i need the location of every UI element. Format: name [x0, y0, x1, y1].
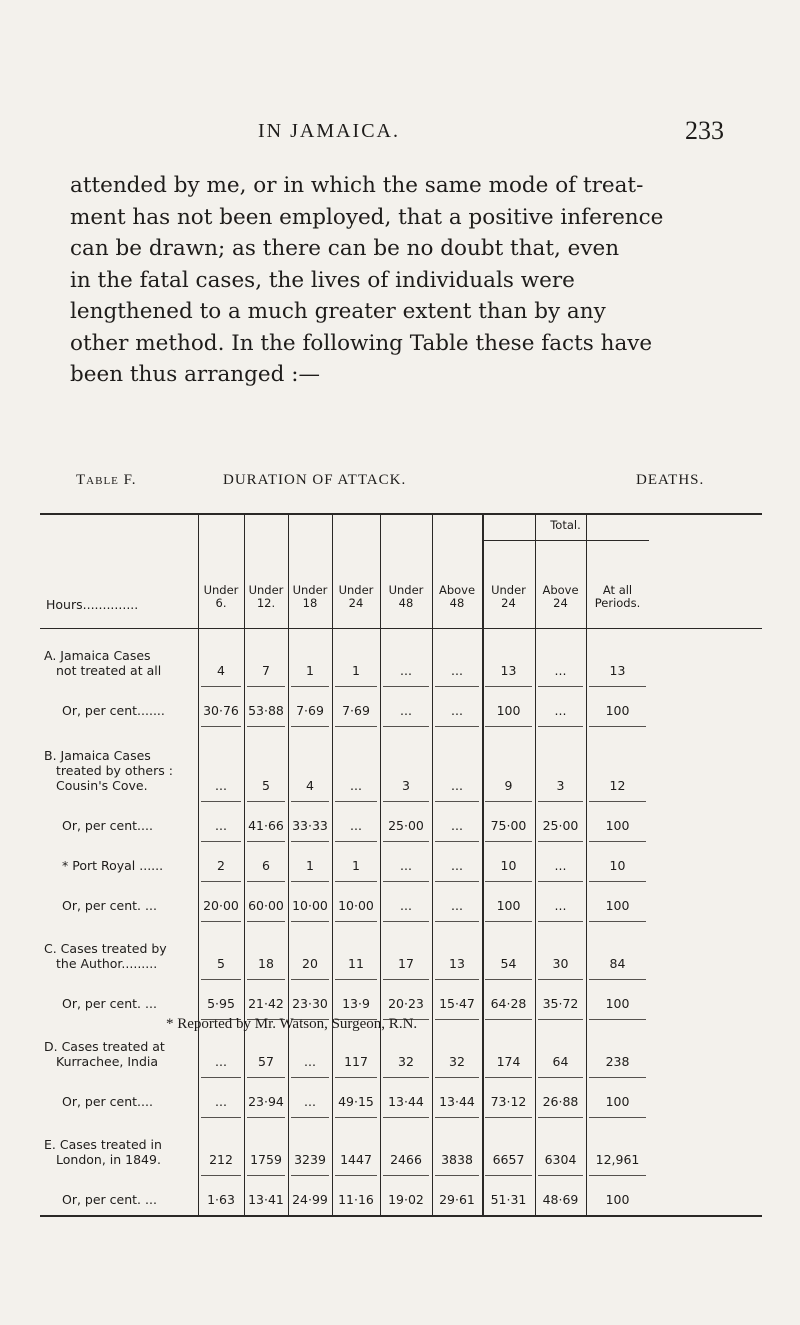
row-separator — [335, 979, 377, 980]
table-cell: ... — [451, 703, 463, 718]
row-label: C. Cases treated by — [44, 941, 167, 956]
table-cell: 84 — [609, 956, 626, 971]
column-header: Above 48 — [438, 583, 476, 610]
table-cell: 1·63 — [207, 1192, 235, 1207]
table-cell: 13·44 — [439, 1094, 475, 1109]
table-cell: 6 — [262, 858, 270, 873]
table-cell: 3239 — [294, 1152, 326, 1167]
row-separator — [435, 881, 479, 882]
row-separator — [589, 686, 646, 687]
table-cell: 20·00 — [203, 898, 239, 913]
table-title: DURATION OF ATTACK. — [223, 472, 407, 488]
table-cell: 18 — [258, 956, 274, 971]
table-cell: 13·44 — [388, 1094, 424, 1109]
table-cell: 1 — [352, 858, 360, 873]
table-cell: 5 — [217, 956, 225, 971]
table-cell: 174 — [496, 1054, 521, 1069]
page-number: 233 — [685, 116, 724, 145]
row-separator — [485, 1077, 532, 1078]
row-separator — [291, 841, 329, 842]
row-separator — [435, 841, 479, 842]
row-separator — [335, 921, 377, 922]
row-separator — [485, 726, 532, 727]
row-separator — [335, 726, 377, 727]
table-cell: 3 — [556, 778, 565, 793]
row-separator — [291, 881, 329, 882]
row-separator — [383, 1117, 429, 1118]
table-cell: ... — [554, 703, 567, 718]
row-separator — [589, 1117, 646, 1118]
row-separator — [247, 841, 285, 842]
table-bottom-rule — [40, 1215, 762, 1217]
row-separator — [335, 841, 377, 842]
table-cell: 2466 — [390, 1152, 422, 1167]
row-label: treated by others : — [56, 763, 173, 778]
table-cell: 10 — [609, 858, 626, 873]
table-cell: ... — [215, 778, 227, 793]
row-separator — [435, 921, 479, 922]
row-separator — [201, 726, 241, 727]
row-separator — [589, 921, 646, 922]
row-separator — [485, 1117, 532, 1118]
table-cell: 1 — [306, 858, 314, 873]
table-cell: 35·72 — [542, 996, 579, 1011]
table-cell: 11·16 — [338, 1192, 374, 1207]
total-header: Total. — [550, 518, 581, 532]
row-separator — [201, 1077, 241, 1078]
table-cell: 75·00 — [490, 818, 527, 833]
table-cell: 17 — [398, 956, 414, 971]
table-cell: ... — [350, 778, 362, 793]
table-cell: ... — [304, 1054, 316, 1069]
table-cell: 10·00 — [338, 898, 374, 913]
row-label: B. Jamaica Cases — [44, 748, 151, 763]
row-separator — [589, 726, 646, 727]
row-separator — [435, 1117, 479, 1118]
row-separator — [538, 801, 583, 802]
column-header: Under 6. — [203, 583, 239, 610]
table-cell: 30 — [552, 956, 569, 971]
row-separator — [589, 1175, 646, 1176]
row-separator — [435, 1019, 479, 1020]
table-cell: 21·42 — [248, 996, 284, 1011]
row-separator — [538, 1117, 583, 1118]
row-label: Or, per cent. ... — [62, 1192, 157, 1207]
table-cell: 1 — [352, 663, 360, 678]
row-separator — [435, 979, 479, 980]
row-separator — [383, 801, 429, 802]
row-separator — [589, 1019, 646, 1020]
table-cell: 32 — [398, 1054, 414, 1069]
row-label: A. Jamaica Cases — [44, 648, 151, 663]
table-cell: 10 — [500, 858, 517, 873]
row-separator — [247, 801, 285, 802]
row-separator — [201, 979, 241, 980]
table-cell: 48·69 — [542, 1192, 579, 1207]
row-separator — [589, 801, 646, 802]
row-separator — [291, 1077, 329, 1078]
row-separator — [538, 881, 583, 882]
table-cell: 13 — [449, 956, 465, 971]
table-cell: ... — [400, 663, 412, 678]
row-separator — [435, 726, 479, 727]
row-separator — [201, 1175, 241, 1176]
paragraph-line: in the fatal cases, the lives of individuals were — [70, 267, 575, 293]
table-cell: 23·30 — [292, 996, 328, 1011]
table-cell: ... — [400, 898, 412, 913]
row-separator — [589, 979, 646, 980]
table-cell: 60·00 — [248, 898, 284, 913]
table-cell: 23·94 — [248, 1094, 284, 1109]
row-label: Cousin's Cove. — [56, 778, 148, 793]
table-cell: 13 — [609, 663, 626, 678]
row-separator — [291, 801, 329, 802]
row-label: Or, per cent. ... — [62, 996, 157, 1011]
row-label: the Author......... — [56, 956, 158, 971]
table-cell: 30·76 — [203, 703, 239, 718]
paragraph-line: lengthened to a much greater extent than by any — [70, 299, 606, 324]
table-cell: ... — [554, 663, 567, 678]
row-label: Kurrachee, India — [56, 1054, 159, 1069]
table-cell: 238 — [605, 1054, 630, 1069]
table-top-rule — [40, 513, 762, 515]
table-cell: 100 — [605, 996, 630, 1011]
table-cell: ... — [554, 898, 567, 913]
table-cell: 19·02 — [388, 1192, 424, 1207]
row-separator — [291, 1175, 329, 1176]
row-label: Or, per cent.... — [62, 1094, 153, 1109]
column-header: Under 18 — [292, 583, 328, 610]
paragraph-line: been thus arranged :— — [70, 362, 320, 387]
table-cell: 5·95 — [207, 996, 235, 1011]
row-separator — [247, 686, 285, 687]
row-separator — [435, 801, 479, 802]
row-label: not treated at all — [56, 663, 162, 678]
table-cell: ... — [350, 818, 362, 833]
row-separator — [485, 686, 532, 687]
row-separator — [435, 686, 479, 687]
row-separator — [291, 1117, 329, 1118]
table-cell: 100 — [496, 703, 521, 718]
table-cell: 64·28 — [490, 996, 527, 1011]
row-label: E. Cases treated in — [44, 1137, 162, 1152]
row-separator — [435, 1175, 479, 1176]
footnote: * Reported by Mr. Watson, Surgeon, R.N. — [166, 1016, 418, 1032]
row-separator — [201, 841, 241, 842]
row-separator — [383, 1077, 429, 1078]
row-separator — [201, 921, 241, 922]
row-separator — [201, 686, 241, 687]
table-cell: 20 — [302, 956, 318, 971]
row-separator — [247, 881, 285, 882]
paragraph-line: can be drawn; as there can be no doubt that, even — [70, 236, 620, 261]
table-cell: 6657 — [492, 1152, 525, 1167]
table-cell: ... — [451, 778, 463, 793]
row-separator — [589, 881, 646, 882]
table-cell: 24·99 — [292, 1192, 328, 1207]
row-separator — [247, 1117, 285, 1118]
table-cell: 1447 — [340, 1152, 372, 1167]
table-label: Table F. — [76, 472, 137, 488]
paragraph-line: ment has not been employed, that a positive inference — [70, 204, 664, 230]
table-cell: 1 — [306, 663, 314, 678]
row-separator — [201, 1117, 241, 1118]
row-separator — [538, 979, 583, 980]
table-cell: 51·31 — [490, 1192, 527, 1207]
row-separator — [247, 979, 285, 980]
row-separator — [485, 801, 532, 802]
table-cell: 11 — [348, 956, 364, 971]
row-separator — [247, 1077, 285, 1078]
column-header: Under 48 — [388, 583, 424, 610]
row-separator — [335, 801, 377, 802]
table-cell: 212 — [209, 1152, 233, 1167]
row-separator — [589, 841, 646, 842]
table-cell: 100 — [605, 898, 630, 913]
row-separator — [201, 801, 241, 802]
total-group-rule — [482, 540, 649, 541]
row-separator — [247, 921, 285, 922]
row-separator — [383, 881, 429, 882]
row-separator — [538, 1175, 583, 1176]
table-cell: ... — [451, 898, 463, 913]
row-separator — [383, 921, 429, 922]
table-cell: 100 — [496, 898, 521, 913]
row-separator — [485, 841, 532, 842]
table-cell: 73·12 — [490, 1094, 527, 1109]
table-cell: ... — [451, 818, 463, 833]
table-cell: 3 — [402, 778, 410, 793]
table-cell: 33·33 — [292, 818, 328, 833]
table-cell: 4 — [306, 778, 314, 793]
row-separator — [383, 686, 429, 687]
table-cell: 13·41 — [248, 1192, 284, 1207]
row-separator — [291, 686, 329, 687]
row-label: Or, per cent....... — [62, 703, 165, 718]
row-separator — [538, 1077, 583, 1078]
table-cell: ... — [215, 1054, 227, 1069]
paragraph-line: attended by me, or in which the same mode of treat- — [70, 173, 644, 198]
row-separator — [538, 1019, 583, 1020]
table-cell: 6304 — [544, 1152, 577, 1167]
table-cell: 100 — [605, 703, 630, 718]
row-label: London, in 1849. — [56, 1152, 161, 1167]
row-separator — [435, 1077, 479, 1078]
row-label: Or, per cent.... — [62, 818, 153, 833]
table-cell: 26·88 — [542, 1094, 579, 1109]
row-separator — [538, 686, 583, 687]
row-separator — [485, 881, 532, 882]
row-separator — [538, 726, 583, 727]
table-cell: ... — [215, 818, 227, 833]
table-caption — [76, 472, 776, 494]
table-cell: ... — [451, 858, 463, 873]
table-cell: 7·69 — [296, 703, 324, 718]
column-header: Under 24 — [338, 583, 374, 610]
table-cell: 117 — [344, 1054, 368, 1069]
row-separator — [383, 979, 429, 980]
row-label: Or, per cent. ... — [62, 898, 157, 913]
table-cell: 3838 — [441, 1152, 473, 1167]
table-cell: 7·69 — [342, 703, 370, 718]
table-cell: 4 — [217, 663, 225, 678]
table-cell: 5 — [262, 778, 270, 793]
table-cell: 7 — [262, 663, 270, 678]
row-separator — [485, 979, 532, 980]
row-separator — [335, 1077, 377, 1078]
table-cell: 53·88 — [248, 703, 284, 718]
row-label: * Port Royal ...... — [62, 858, 164, 873]
table-cell: 13·9 — [342, 996, 370, 1011]
table-cell: ... — [400, 858, 412, 873]
table-cell: 57 — [258, 1054, 274, 1069]
row-separator — [383, 1175, 429, 1176]
table-cell: 12,961 — [595, 1152, 640, 1167]
table-cell: 54 — [500, 956, 517, 971]
table-cell: 64 — [552, 1054, 569, 1069]
table-cell: 41·66 — [248, 818, 284, 833]
hours-label: Hours.............. — [46, 597, 139, 612]
column-header: Above 24 — [542, 583, 579, 610]
row-label: D. Cases treated at — [44, 1039, 165, 1054]
header-bottom-rule — [40, 628, 762, 629]
row-separator — [485, 1175, 532, 1176]
table-deaths-label: DEATHS. — [636, 472, 705, 488]
table-cell: 100 — [605, 1192, 630, 1207]
row-separator — [291, 979, 329, 980]
column-header: At all Periods. — [594, 583, 641, 610]
row-separator — [291, 921, 329, 922]
table-cell: ... — [451, 663, 463, 678]
table-cell: 1759 — [250, 1152, 282, 1167]
table-cell: ... — [215, 1094, 227, 1109]
row-separator — [383, 841, 429, 842]
table-cell: 100 — [605, 1094, 630, 1109]
table-cell: 25·00 — [388, 818, 424, 833]
running-head-title: IN JAMAICA. — [258, 120, 400, 142]
row-separator — [589, 1077, 646, 1078]
row-separator — [485, 921, 532, 922]
column-header: Under 24 — [491, 583, 526, 610]
table-cell: ... — [400, 703, 412, 718]
table-cell: 10·00 — [292, 898, 328, 913]
table-cell: 15·47 — [439, 996, 475, 1011]
table-cell: ... — [554, 858, 567, 873]
row-separator — [247, 1175, 285, 1176]
row-separator — [383, 726, 429, 727]
table-cell: 100 — [605, 818, 630, 833]
row-separator — [335, 881, 377, 882]
table-cell: ... — [304, 1094, 316, 1109]
row-separator — [538, 921, 583, 922]
row-separator — [485, 1019, 532, 1020]
paragraph-line: other method. In the following Table these facts have — [70, 330, 653, 356]
row-separator — [335, 686, 377, 687]
row-separator — [291, 726, 329, 727]
table-cell: 20·23 — [388, 996, 424, 1011]
row-separator — [335, 1117, 377, 1118]
table-cell: 49·15 — [338, 1094, 374, 1109]
table-cell: 29·61 — [439, 1192, 475, 1207]
table-cell: 32 — [449, 1054, 465, 1069]
table-cell: 9 — [504, 778, 513, 793]
column-header: Under 12. — [248, 583, 284, 610]
table-cell: 2 — [217, 858, 225, 873]
table-cell: 13 — [500, 663, 517, 678]
body-paragraph — [70, 170, 738, 391]
row-separator — [538, 841, 583, 842]
row-separator — [247, 726, 285, 727]
row-separator — [335, 1175, 377, 1176]
table-cell: 25·00 — [542, 818, 579, 833]
row-separator — [201, 881, 241, 882]
table-cell: 12 — [609, 778, 626, 793]
running-head — [60, 116, 760, 150]
